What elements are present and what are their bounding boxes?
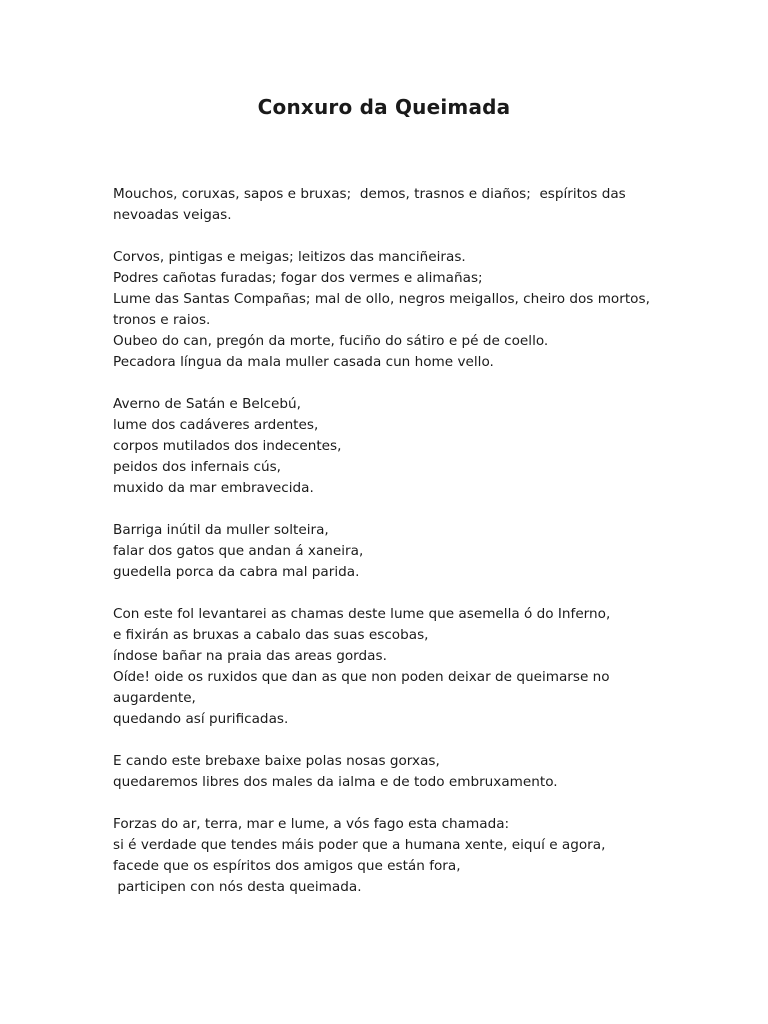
poem-line: peidos dos infernais cús, <box>113 459 281 475</box>
poem-stanza <box>113 604 653 730</box>
poem-stanza <box>113 814 653 898</box>
poem-stanza <box>113 751 653 793</box>
poem-line: quedaremos libres dos males da ialma e de todo embruxamento. <box>113 774 558 790</box>
poem-line: corpos mutilados dos indecentes, <box>113 438 342 454</box>
poem-line: si é verdade que tendes máis poder que a humana xente, eiquí e agora, <box>113 837 606 853</box>
poem-line: Pecadora língua da mala muller casada cun home vello. <box>113 354 494 370</box>
poem-line: Oubeo do can, pregón da morte, fuciño do sátiro e pé de coello. <box>113 333 549 349</box>
document-title: Conxuro da Queimada <box>257 95 511 119</box>
poem-line: Forzas do ar, terra, mar e lume, a vós fago esta chamada: <box>113 816 510 832</box>
poem-stanza <box>113 247 653 373</box>
poem-line: Averno de Satán e Belcebú, <box>113 396 301 412</box>
poem-line: Con este fol levantarei as chamas deste lume que asemella ó do Inferno, <box>113 606 611 622</box>
poem-line: índose bañar na praia das areas gordas. <box>113 648 387 664</box>
poem-line: Oíde! oide os ruxidos que dan as que non poden deixar de queimarse no augardente, <box>113 669 614 706</box>
poem-line: guedella porca da cabra mal parida. <box>113 564 360 580</box>
poem-line: facede que os espíritos dos amigos que están fora, <box>113 858 461 874</box>
poem-line: Lume das Santas Compañas; mal de ollo, negros meigallos, cheiro dos mortos, tronos e raios. <box>113 291 655 328</box>
poem-line: lume dos cadáveres ardentes, <box>113 417 319 433</box>
poem-stanza <box>113 520 653 583</box>
poem-body <box>113 184 653 919</box>
poem-line: E cando este brebaxe baixe polas nosas gorxas, <box>113 753 440 769</box>
poem-line: Corvos, pintigas e meigas; leitizos das manciñeiras. <box>113 249 466 265</box>
poem-line: muxido da mar embravecida. <box>113 480 314 496</box>
poem-line: participen con nós desta queimada. <box>113 879 362 895</box>
poem-line: Mouchos, coruxas, sapos e bruxas; demos, trasnos e diaños; espíritos das nevoadas veigas. <box>113 186 631 223</box>
poem-line: quedando así purificadas. <box>113 711 289 727</box>
poem-stanza <box>113 184 653 226</box>
poem-line: Podres cañotas furadas; fogar dos vermes e alimañas; <box>113 270 483 286</box>
poem-line: falar dos gatos que andan á xaneira, <box>113 543 364 559</box>
poem-line: Barriga inútil da muller solteira, <box>113 522 329 538</box>
poem-stanza <box>113 394 653 499</box>
poem-line: e fixirán as bruxas a cabalo das suas escobas, <box>113 627 429 643</box>
